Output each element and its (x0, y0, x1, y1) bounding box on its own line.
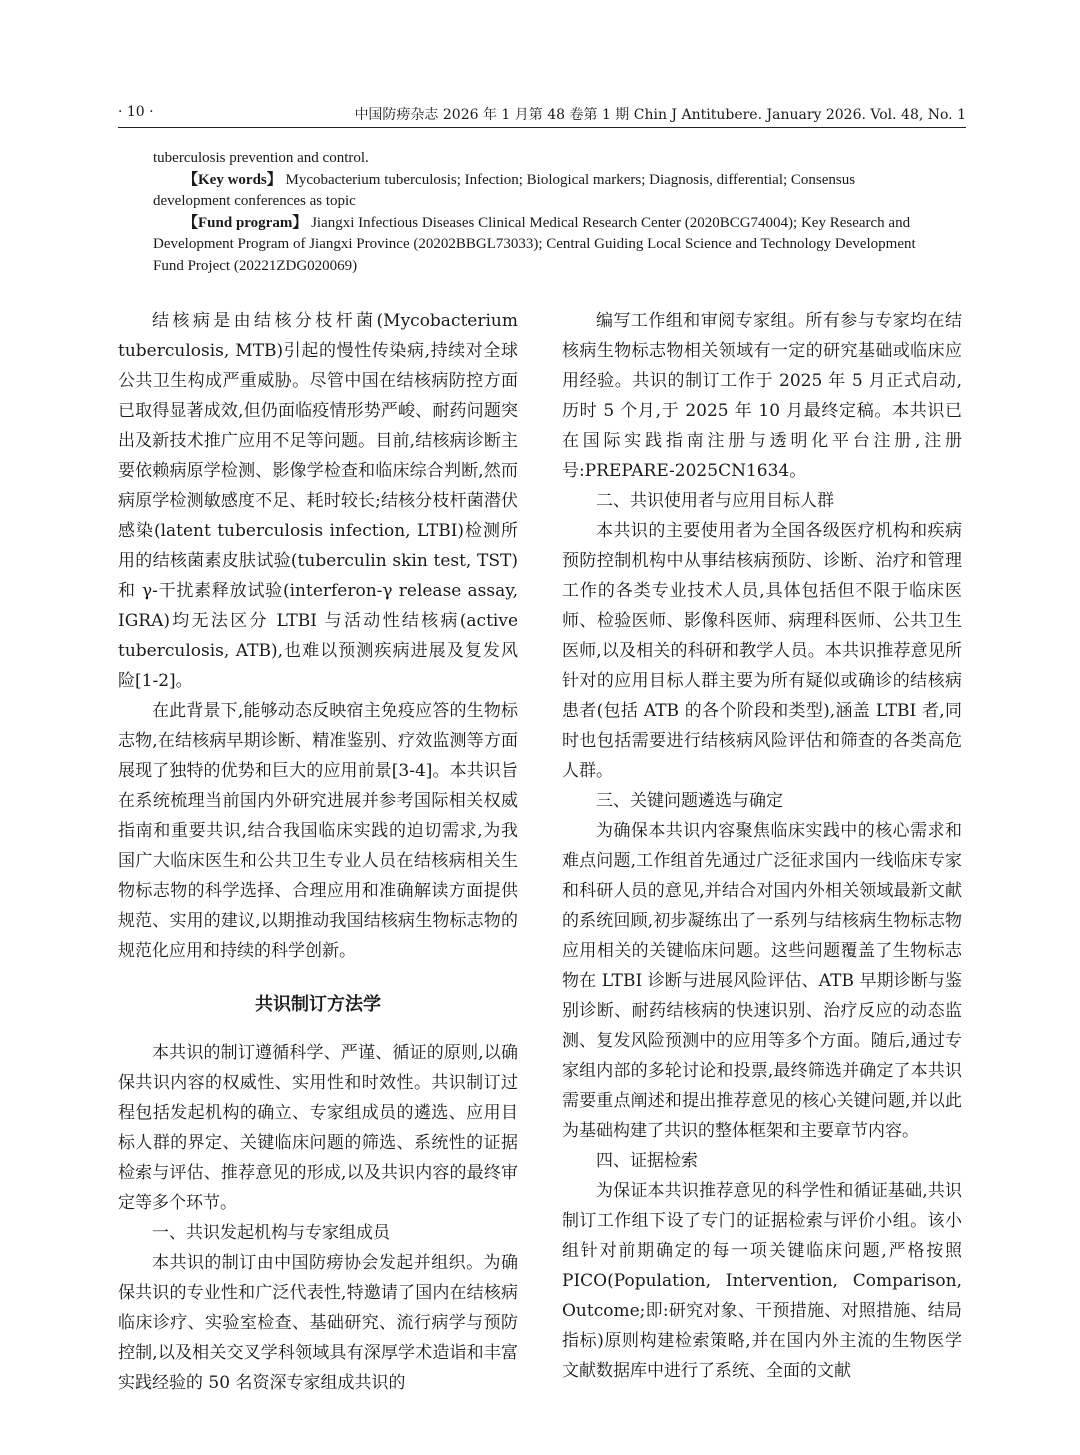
running-header (118, 100, 966, 128)
keywords (153, 170, 929, 213)
paragraph: 编写工作组和审阅专家组。所有参与专家均在结核病生物标志物相关领域有一定的研究基础或临床应用经验。共识的制订工作于 2025 年 5 月正式启动,历时 5 个月,于 2025 年 10 月最终定稿。本共识已在国际实践指南注册与透明化平台注册,注册号:PREPARE-2025CN1634。 (562, 311, 962, 481)
section-heading: 共识制订方法学 (255, 994, 381, 1015)
subsection-heading: 二、共识使用者与应用目标人群 (596, 491, 834, 511)
paragraph: 在此背景下,能够动态反映宿主免疫应答的生物标志物,在结核病早期诊断、精准鉴别、疗效监测等方面展现了独特的优势和巨大的应用前景[3-4]。本共识旨在系统梳理当前国内外研究进展并参考国际相关权威指南和重要共识,结合我国临床实践的迫切需求,为我国广大临床医生和公共卫生专业人员在结核病相关生物标志物的科学选择、合理应用和准确解读方面提供规范、实用的建议,以期推动我国结核病生物标志物的规范化应用和持续的科学创新。 (118, 701, 518, 961)
keywords-label: 【Key words】 (183, 171, 282, 188)
abstract-tail: tuberculosis prevention and control. (153, 150, 369, 166)
paragraph: 为确保本共识内容聚焦临床实践中的核心需求和难点问题,工作组首先通过广泛征求国内一线临床专家和科研人员的意见,并结合对国内外相关领域最新文献的系统回顾,初步凝练出了一系列与结核病生物标志物应用相关的关键临床问题。这些问题覆盖了生物标志物在 LTBI 诊断与进展风险评估、ATB 早期诊断与鉴别诊断、耐药结核病的快速识别、治疗反应的动态监测、复发风险预测中的应用等多个方面。随后,通过专家组内部的多轮讨论和投票,最终筛选并确定了本共识需要重点阐述和提出推荐意见的核心关键问题,并以此为基础构建了共识的整体框架和主要章节内容。 (562, 821, 962, 1141)
fund-text: Jiangxi Infectious Diseases Clinical Medical Research Center (2020BCG74004); Key Research and Development Program of Jiangxi Province (20202BBGL73033); Central Guiding Local Science and Technology Development Fund Project (20221ZDG020069) (153, 214, 916, 274)
subsection-heading: 四、证据检索 (596, 1151, 698, 1171)
subsection-heading: 三、关键问题遴选与确定 (596, 791, 783, 811)
page-number: · 10 · (118, 104, 154, 120)
right-column (562, 306, 962, 1386)
left-column (118, 306, 518, 1398)
paragraph: 本共识的主要使用者为全国各级医疗机构和疾病预防控制机构中从事结核病预防、诊断、治疗和管理工作的各类专业技术人员,具体包括但不限于临床医师、检验医师、影像科医师、病理科医师、公共卫生医师,以及相关的科研和教学人员。本共识推荐意见所针对的应用目标人群主要为所有疑似或确诊的结核病患者(包括 ATB 的各个阶段和类型),涵盖 LTBI 者,同时也包括需要进行结核病风险评估和筛查的各类高危人群。 (562, 521, 962, 781)
subsection-heading: 一、共识发起机构与专家组成员 (152, 1223, 390, 1243)
paragraph: 本共识的制订遵循科学、严谨、循证的原则,以确保共识内容的权威性、实用性和时效性。共识制订过程包括发起机构的确立、专家组成员的遴选、应用目标人群的界定、关键临床问题的筛选、系统性的证据检索与评估、推荐意见的形成,以及共识内容的最终审定等多个环节。 (118, 1043, 518, 1213)
paragraph: 本共识的制订由中国防痨协会发起并组织。为确保共识的专业性和广泛代表性,特邀请了国内在结核病临床诊疗、实验室检查、基础研究、流行病学与预防控制,以及相关交叉学科领域具有深厚学术造诣和丰富实践经验的 50 名资深专家组成共识的 (118, 1253, 518, 1393)
header-rule (118, 127, 966, 128)
paragraph: 为保证本共识推荐意见的科学性和循证基础,共识制订工作组下设了专门的证据检索与评价小组。该小组针对前期确定的每一项关键临床问题,严格按照 PICO(Population, Intervention, Comparison, Outcome;即:研究对象、干预措施、对照措施、结局指标)原则构建检索策略,并在国内外主流的生物医学文献数据库中进行了系统、全面的文献 (562, 1181, 962, 1381)
english-abstract (153, 148, 929, 277)
keywords-text: Mycobacterium tuberculosis; Infection; Biological markers; Diagnosis, differential; Consensus development conferences as topic (153, 171, 856, 209)
fund-label: 【Fund program】 (183, 214, 308, 231)
journal-citation: 中国防痨杂志 2026 年 1 月第 48 卷第 1 期 Chin J Antitubere. January 2026. Vol. 48, No. 1 (354, 107, 966, 123)
fund-program (153, 213, 929, 278)
paragraph: 结核病是由结核分枝杆菌(Mycobacterium tuberculosis, MTB)引起的慢性传染病,持续对全球公共卫生构成严重威胁。尽管中国在结核病防控方面已取得显著成效,但仍面临疫情形势严峻、耐药问题突出及新技术推广应用不足等问题。目前,结核病诊断主要依赖病原学检测、影像学检查和临床综合判断,然而病原学检测敏感度不足、耗时较长;结核分枝杆菌潜伏感染(latent tuberculosis infection, LTBI)检测所用的结核菌素皮肤试验(tuberculin skin test, TST)和 γ-干扰素释放试验(interferon-γ release assay, IGRA)均无法区分 LTBI 与活动性结核病(active tuberculosis, ATB),也难以预测疾病进展及复发风险[1-2]。 (118, 311, 518, 691)
